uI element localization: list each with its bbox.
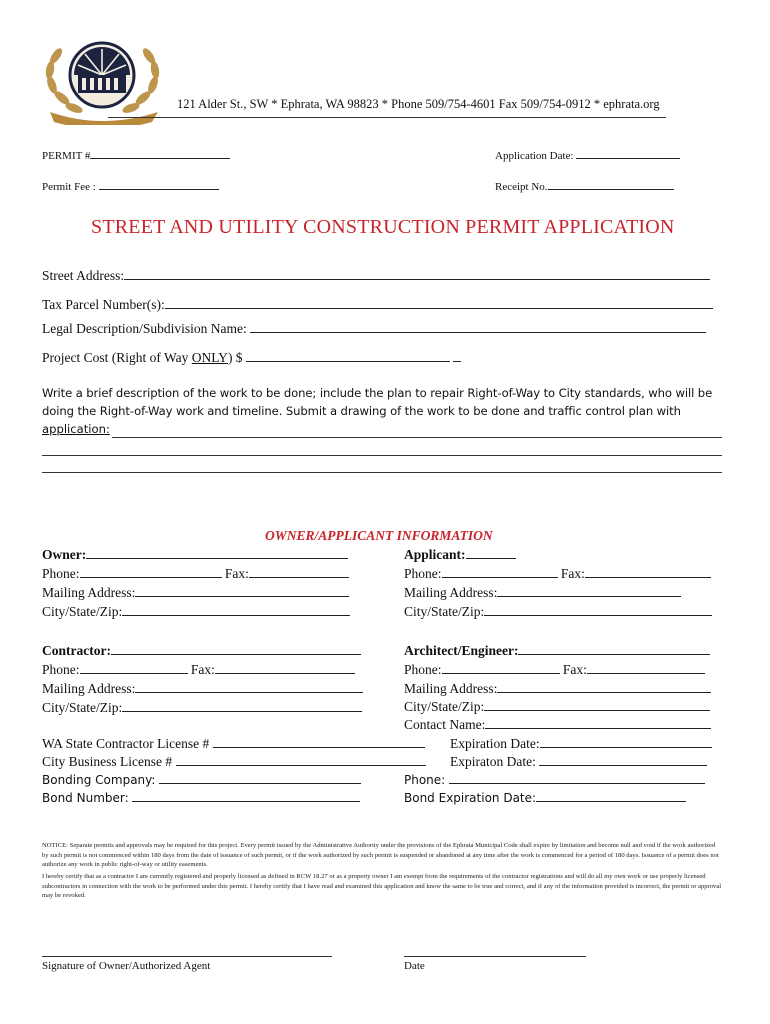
receipt-number-label: Receipt No. xyxy=(495,181,548,193)
receipt-number-field[interactable] xyxy=(495,181,674,193)
notice-paragraph: NOTICE: Separate permits and approvals may be required for this project. Every permit issued by the Administrative Authority under the provisions of the Ephrata Municipal Code shall expire by limitation and become null and void if the work authorized by such permit is not commenced within 180 days from the date of issuance of such permit, or if the work authorized by such permit is suspended or abandoned at any time after the work is commenced for a period of 180 days. Issuance of a permit does not authorize any work in public right-of-way or utility easements. xyxy=(42,842,719,869)
street-address-field[interactable] xyxy=(42,268,710,284)
owner-city-field[interactable] xyxy=(42,604,350,620)
contractor-mailing-field[interactable] xyxy=(42,681,363,697)
application-date-label: Application Date: xyxy=(495,150,574,162)
page-title: STREET AND UTILITY CONSTRUCTION PERMIT APPLICATION xyxy=(91,216,675,238)
architect-phone-label: Phone: xyxy=(404,662,442,677)
tax-parcel-field[interactable] xyxy=(42,297,713,313)
bond-expiration-label: Bond Expiration Date: xyxy=(404,791,537,805)
architect-phone-field[interactable] xyxy=(404,662,705,678)
description-writing-line-1[interactable] xyxy=(112,437,722,438)
business-expiration-field[interactable] xyxy=(450,754,707,770)
license-expiration-label: Expiration Date: xyxy=(450,736,540,751)
applicant-city-field[interactable] xyxy=(404,604,712,620)
owner-name-field[interactable] xyxy=(42,547,348,563)
bond-number-label: Bond Number: xyxy=(42,791,129,805)
contact-name-field[interactable] xyxy=(404,717,711,733)
business-expiration-label: Expiraton Date: xyxy=(450,754,536,769)
permit-fee-field[interactable] xyxy=(42,181,219,193)
applicant-phone-field[interactable] xyxy=(404,566,711,582)
contact-name-label: Contact Name: xyxy=(404,717,486,732)
contractor-name-field[interactable] xyxy=(42,643,361,659)
owner-signature-label: Signature of Owner/Authorized Agent xyxy=(42,960,211,972)
description-writing-line-2[interactable] xyxy=(42,455,722,456)
contractor-label: Contractor: xyxy=(42,643,111,658)
architect-fax-label: Fax: xyxy=(562,662,587,677)
business-license-label: City Business License # xyxy=(42,754,173,769)
project-cost-field[interactable] xyxy=(42,350,461,366)
bonding-company-label: Bonding Company: xyxy=(42,773,156,787)
contractor-city-field[interactable] xyxy=(42,700,362,716)
contractor-phone-field[interactable] xyxy=(42,662,355,678)
project-cost-label-prefix: Project Cost (Right of Way xyxy=(42,350,192,365)
bonding-phone-field[interactable] xyxy=(404,773,705,787)
bond-number-field[interactable] xyxy=(42,791,360,805)
owner-signature-line[interactable] xyxy=(42,956,332,957)
owner-mailing-field[interactable] xyxy=(42,585,349,601)
applicant-fax-label: Fax: xyxy=(560,566,585,581)
contractor-city-label: City/State/Zip: xyxy=(42,700,123,715)
header-address: 121 Alder St., SW * Ephrata, WA 98823 * Phone 509/754-4601 Fax 509/754-0912 * ephrata.org xyxy=(177,97,660,111)
applicant-mailing-field[interactable] xyxy=(404,585,681,601)
applicant-mailing-label: Mailing Address: xyxy=(404,585,498,600)
legal-description-label: Legal Description/Subdivision Name: xyxy=(42,321,247,336)
contractor-license-field[interactable] xyxy=(42,736,425,752)
bonding-company-field[interactable] xyxy=(42,773,361,787)
owner-phone-label: Phone: xyxy=(42,566,80,581)
owner-phone-field[interactable] xyxy=(42,566,349,582)
tax-parcel-label: Tax Parcel Number(s): xyxy=(42,297,165,312)
applicant-phone-label: Phone: xyxy=(404,566,442,581)
owner-applicant-heading: OWNER/APPLICANT INFORMATION xyxy=(265,528,493,543)
date-signature-line[interactable] xyxy=(404,956,586,957)
owner-label: Owner: xyxy=(42,547,87,562)
architect-city-field[interactable] xyxy=(404,699,710,715)
contractor-phone-label: Phone: xyxy=(42,662,80,677)
description-line-2: doing the Right-of-Way work and timeline. Submit a drawing of the work to be done and traffic control plan with xyxy=(42,404,681,418)
license-expiration-field[interactable] xyxy=(450,736,712,752)
header-divider xyxy=(108,117,666,118)
permit-number-label: PERMIT # xyxy=(42,150,91,162)
applicant-label: Applicant: xyxy=(404,547,466,562)
applicant-name-field[interactable] xyxy=(404,547,516,563)
description-line-1: Write a brief description of the work to be done; include the plan to repair Right-of-Way to City standards, who will be xyxy=(42,386,713,400)
application-date-field[interactable] xyxy=(495,150,680,162)
bond-expiration-field[interactable] xyxy=(404,791,686,805)
contractor-license-label: WA State Contractor License # xyxy=(42,736,210,751)
date-label: Date xyxy=(404,960,425,972)
contractor-mailing-label: Mailing Address: xyxy=(42,681,136,696)
city-seal-logo xyxy=(40,30,165,125)
architect-mailing-field[interactable] xyxy=(404,681,711,697)
architect-name-field[interactable] xyxy=(404,643,710,659)
owner-fax-label: Fax: xyxy=(224,566,249,581)
permit-number-field[interactable] xyxy=(42,150,230,162)
description-writing-line-3[interactable] xyxy=(42,472,722,473)
certification-paragraph: I hereby certify that as a contractor I am currently registered and properly licensed as defined in RCW 18.27 or as a property owner I am exempt from the requirements of the contractor registrations and will do all my own work or use properly licensed subcontractors in connection with the work to be performed under this permit. I hereby certify that I have read and examined this application and know the same to be true and correct, and if any of the information provided is incorrect, the permit or approval may be revoked. xyxy=(42,873,722,900)
permit-fee-label: Permit Fee : xyxy=(42,181,96,193)
business-license-field[interactable] xyxy=(42,754,426,770)
contractor-fax-label: Fax: xyxy=(190,662,215,677)
owner-city-label: City/State/Zip: xyxy=(42,604,123,619)
bonding-phone-label: Phone: xyxy=(404,773,446,787)
architect-label: Architect/Engineer: xyxy=(404,643,519,658)
architect-city-label: City/State/Zip: xyxy=(404,699,485,714)
description-line-3: application: xyxy=(42,422,110,436)
legal-description-field[interactable] xyxy=(42,321,706,337)
street-address-label: Street Address: xyxy=(42,268,125,283)
owner-mailing-label: Mailing Address: xyxy=(42,585,136,600)
project-cost-only: ONLY xyxy=(191,350,228,365)
applicant-city-label: City/State/Zip: xyxy=(404,604,485,619)
architect-mailing-label: Mailing Address: xyxy=(404,681,498,696)
project-cost-label-suffix: ) $ xyxy=(227,350,243,365)
